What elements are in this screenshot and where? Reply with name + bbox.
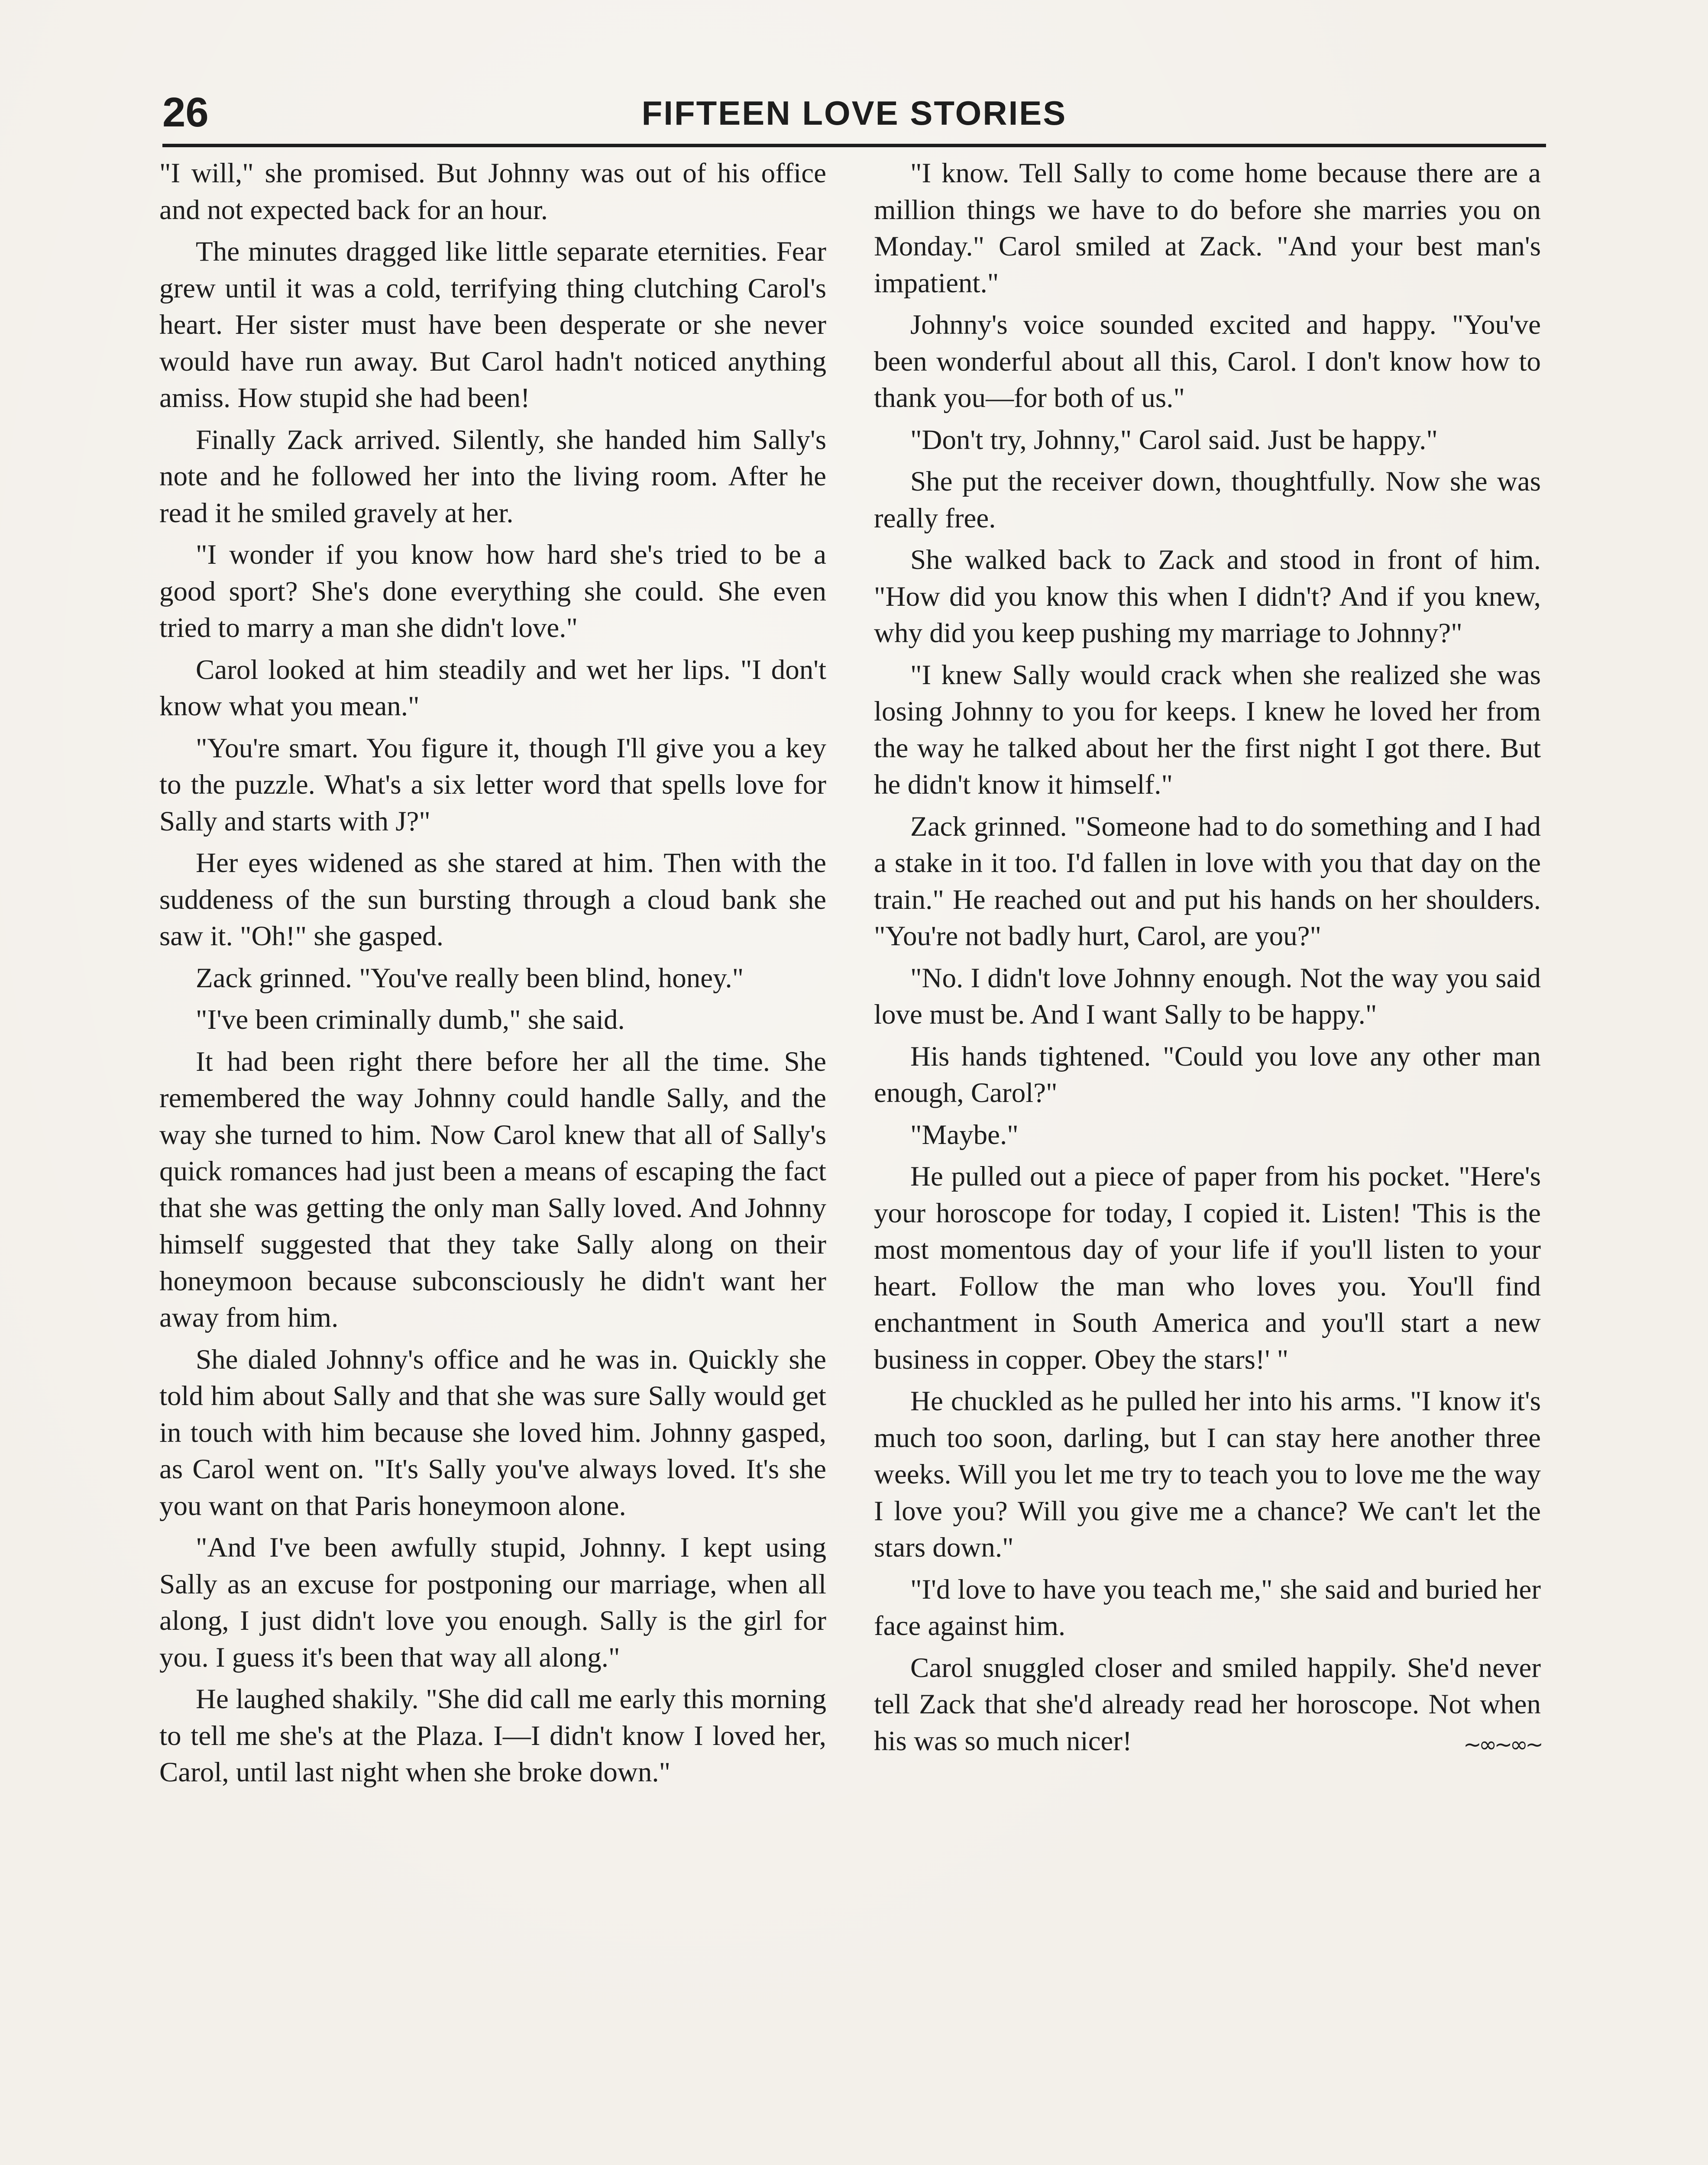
page-number: 26 (162, 89, 209, 136)
paragraph: "I know. Tell Sally to come home because there are a million things we have to do before she marries you on Monday." Carol smiled at Zack. "And your best man's impatient." (874, 158, 1541, 299)
header-rule (162, 144, 1546, 147)
paragraph: He chuckled as he pulled her into his arms. "I know it's much too soon, darling, but I can stay here another three weeks. Will you let me try to teach you to love me the way I love you? Will you give me a chance? We can't let the stars down." (874, 1386, 1541, 1563)
paragraph: "I'd love to have you teach me," she said and buried her face against him. (874, 1574, 1541, 1642)
paragraph: The minutes dragged like little separate eternities. Fear grew until it was a cold, terrifying thing clutching Carol's heart. Her sister must have been desperate or she never would have run away. But Carol hadn't noticed anything amiss. How stupid she had been! (159, 236, 826, 414)
paragraph: "You're smart. You figure it, though I'll give you a key to the puzzle. What's a six letter word that spells love for Sally and starts with J?" (159, 732, 826, 837)
paragraph: It had been right there before her all the time. She remembered the way Johnny could handle Sally, and the way she turned to him. Now Carol knew that all of Sally's quick romances had just been a means of escaping the fact that she was getting the only man Sally loved. And Johnny himself suggested that they take Sally along on their honeymoon because subconsciously he didn't want her away from him. (159, 1046, 826, 1333)
end-ornament-icon: ~∞~∞~ (1463, 1732, 1541, 1757)
paragraph: "Don't try, Johnny," Carol said. Just be happy." (910, 424, 1438, 456)
paragraph: "I knew Sally would crack when she realized she was losing Johnny to you for keeps. I knew he loved her from the way he talked about her the first night I got there. But he didn't know it himself." (874, 659, 1541, 800)
left-column (159, 155, 826, 1796)
page-header (162, 87, 1546, 152)
magazine-title: FIFTEEN LOVE STORIES (641, 94, 1067, 132)
paragraph: Johnny's voice sounded excited and happy. "You've been wonderful about all this, Carol. I don't know how to thank you—for both of us." (874, 309, 1541, 414)
paragraph: "No. I didn't love Johnny enough. Not the way you said love must be. And I want Sally to be happy." (874, 962, 1541, 1030)
paragraph: Finally Zack arrived. Silently, she handed him Sally's note and he followed her into the living room. After he read it he smiled gravely at her. (159, 424, 826, 529)
paragraph: "I've been criminally dumb," she said. (196, 1004, 625, 1035)
paragraph: He pulled out a piece of paper from his pocket. "Here's your horoscope for today, I copied it. Listen! 'This is the most momentous day of your life if you'll listen to your heart. Follow the man who loves you. You'll find enchantment in South America and you'll start a new business in copper. Obey the stars!' " (874, 1161, 1541, 1375)
paragraph: "Maybe." (910, 1119, 1019, 1150)
paragraph: Zack grinned. "You've really been blind, honey." (196, 962, 744, 994)
paragraph: "I wonder if you know how hard she's tried to be a good sport? She's done everything she could. She even tried to marry a man she didn't love." (159, 539, 826, 643)
paragraph: His hands tightened. "Could you love any other man enough, Carol?" (874, 1040, 1541, 1108)
paragraph: "And I've been awfully stupid, Johnny. I kept using Sally as an excuse for postponing our marriage, when all along, I just didn't love you enough. Sally is the girl for you. I guess it's been that way all along." (159, 1532, 826, 1673)
paragraph: She put the receiver down, thoughtfully. Now she was really free. (874, 466, 1541, 534)
paragraph: Carol looked at him steadily and wet her lips. "I don't know what you mean." (159, 654, 826, 722)
paragraph: Her eyes widened as she stared at him. Then with the suddeness of the sun bursting through a cloud bank she saw it. "Oh!" she gasped. (159, 847, 826, 952)
final-paragraph (874, 1650, 1541, 1760)
paragraph: Zack grinned. "Someone had to do something and I had a stake in it too. I'd fallen in love with you that day on the train." He reached out and put his hands on her shoulders. "You're not badly hurt, Carol, are you?" (874, 811, 1541, 952)
paragraph: She walked back to Zack and stood in front of him. "How did you know this when I didn't? And if you knew, why did you keep pushing my marriage to Johnny?" (874, 544, 1541, 649)
right-column (874, 155, 1541, 1764)
paragraph-text: Carol snuggled closer and smiled happily. She'd never tell Zack that she'd already read her horoscope. Not when his was so much nicer! (874, 1652, 1541, 1757)
paragraph: "I will," she promised. But Johnny was out of his office and not expected back for an hour. (159, 158, 826, 226)
paragraph: He laughed shakily. "She did call me early this morning to tell me she's at the Plaza. I—I didn't know I loved her, Carol, until last night when she broke down." (159, 1684, 826, 1788)
paragraph: She dialed Johnny's office and he was in. Quickly she told him about Sally and that she was sure Sally would get in touch with him because she loved him. Johnny gasped, as Carol went on. "It's Sally you've always loved. It's she you want on that Paris honeymoon alone. (159, 1344, 826, 1522)
